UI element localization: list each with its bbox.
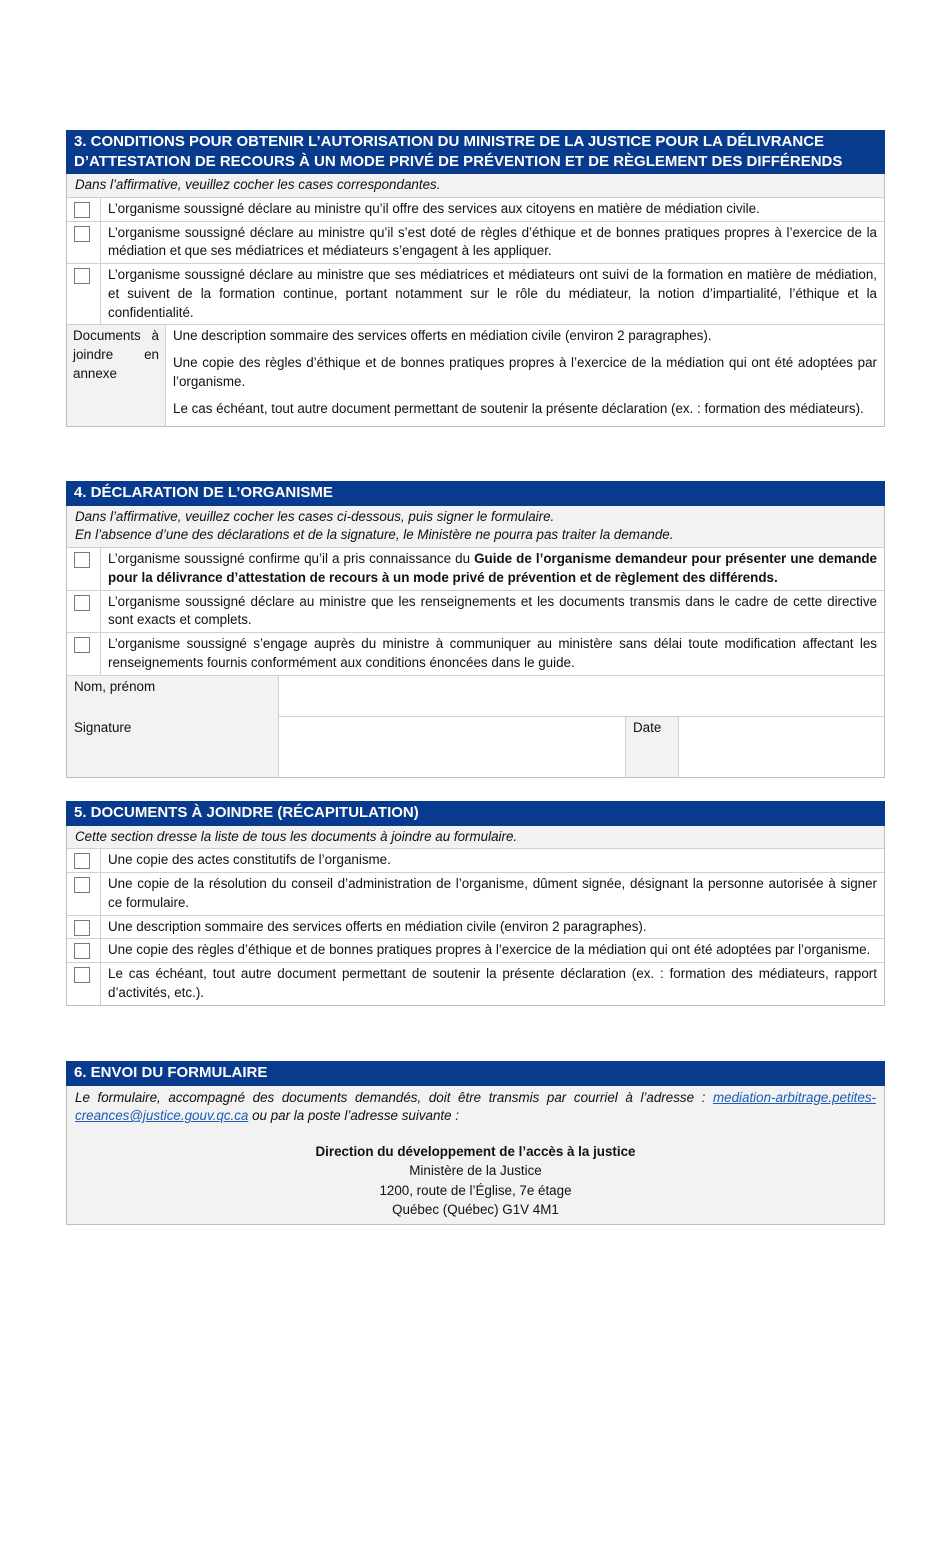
address-line: Ministère de la Justice <box>409 1163 542 1179</box>
envoi-body <box>67 1086 884 1224</box>
checkbox[interactable] <box>74 202 90 218</box>
section-4-title: 4. DÉCLARATION DE L’ORGANISME <box>66 481 885 506</box>
envoi-text-after: ou par la poste l’adresse suivante : <box>248 1108 460 1124</box>
section-5 <box>66 801 885 1006</box>
declaration-text-prefix: L’organisme soussigné confirme qu’il a pris connaissance du <box>108 551 475 567</box>
date-field[interactable] <box>679 717 884 777</box>
section-4 <box>66 481 885 778</box>
annex-list <box>166 325 884 426</box>
section-4-intro-line: Dans l’affirmative, veuillez cocher les cases ci-dessous, puis signer le formulaire. <box>75 508 555 524</box>
document-row <box>67 963 884 1005</box>
name-label: Nom, prénom <box>67 676 279 717</box>
declaration-row <box>67 222 884 265</box>
document-text: Une description sommaire des services offerts en médiation civile (environ 2 paragraphes). <box>108 918 647 934</box>
declaration-text: L’organisme soussigné déclare au ministre que ses médiatrices et médiateurs ont suivi de la formation en matière de médiation, et suivent de la formation continue, portant notamment sur le rôle du médiateur, la notion d’impartialité, l’éthique et la confidentialité. <box>108 267 877 320</box>
document-text: Le cas échéant, tout autre document permettant de soutenir la présente déclaration (ex. : formation des médiateurs, rapport d’activités, etc.). <box>108 966 877 1000</box>
checkbox[interactable] <box>74 920 90 936</box>
annex-item: Une copie des règles d’éthique et de bonnes pratiques propres à l’exercice de la médiation qui ont été adoptées par l’organisme. <box>173 355 877 389</box>
declaration-text: L’organisme soussigné déclare au ministre qu’il offre des services aux citoyens en matière de médiation civile. <box>108 200 760 216</box>
declaration-row <box>67 591 884 634</box>
document-text: Une copie de la résolution du conseil d’administration de l’organisme, dûment signée, désignant la personne autorisée à signer ce formulaire. <box>108 876 877 910</box>
document-row <box>67 939 884 963</box>
section-6 <box>66 1061 885 1225</box>
declaration-text: L’organisme soussigné s’engage auprès du ministre à communiquer au ministère sans délai toute modification affectant les renseignements fournis conformément aux conditions énoncées dans le guide. <box>108 636 877 670</box>
email-link[interactable]: mediation-arbitrage.petites-creances@justice.gouv.qc.ca <box>75 1089 876 1124</box>
section-3-title: 3. CONDITIONS POUR OBTENIR L’AUTORISATION DU MINISTRE DE LA JUSTICE POUR LA DÉLIVRANCE D’ATTESTATION DE RECOURS À UN MODE PRIVÉ DE PRÉVENTION ET DE RÈGLEMENT DES DIFFÉRENDS <box>66 130 885 174</box>
section-4-intro <box>67 506 884 549</box>
signature-field[interactable] <box>279 717 626 777</box>
declaration-text <box>101 548 884 590</box>
checkbox[interactable] <box>74 877 90 893</box>
section-3 <box>66 130 885 427</box>
address-line: 1200, route de l’Église, 7e étage <box>379 1182 572 1198</box>
declaration-row <box>67 198 884 222</box>
annex-item: Une description sommaire des services offerts en médiation civile (environ 2 paragraphes). <box>173 328 712 344</box>
checkbox[interactable] <box>74 943 90 959</box>
mailing-address <box>75 1142 876 1220</box>
section-4-intro-line: En l’absence d’une des déclarations et de la signature, le Ministère ne pourra pas traiter la demande. <box>75 527 674 543</box>
date-label: Date <box>626 717 679 777</box>
document-row <box>67 916 884 940</box>
signature-block <box>67 676 884 777</box>
document-row <box>67 873 884 916</box>
name-field[interactable] <box>279 676 884 717</box>
guide-title: Guide de l’organisme demandeur pour présenter une demande pour la délivrance d’attestation de recours à un mode privé de prévention et de règlement des différends. <box>108 551 877 585</box>
signature-label: Signature <box>67 717 279 777</box>
declaration-text: L’organisme soussigné déclare au ministre que les renseignements et les documents transmis dans le cadre de cette directive sont exacts et complets. <box>108 593 877 628</box>
checkbox[interactable] <box>74 226 90 242</box>
annex-label: Documents à joindre en annexe <box>67 325 166 426</box>
checkbox[interactable] <box>74 268 90 284</box>
checkbox[interactable] <box>74 967 90 983</box>
checkbox[interactable] <box>74 595 90 611</box>
checkbox[interactable] <box>74 637 90 653</box>
document-row <box>67 849 884 873</box>
checkbox[interactable] <box>74 552 90 568</box>
declaration-row <box>67 548 884 591</box>
envoi-instructions <box>75 1089 876 1127</box>
annex-item: Le cas échéant, tout autre document permettant de soutenir la présente déclaration (ex. : formation des médiateurs). <box>173 400 864 416</box>
section-5-intro: Cette section dresse la liste de tous les documents à joindre au formulaire. <box>67 826 884 850</box>
annex-row <box>67 325 884 426</box>
declaration-row <box>67 633 884 676</box>
declaration-text: L’organisme soussigné déclare au ministre qu’il s’est doté de règles d’éthique et de bonnes pratiques propres à l’exercice de la médiation et que ses médiatrices et médiateurs s’engagent à les appliquer. <box>108 224 877 259</box>
document-text: Une copie des actes constitutifs de l’organisme. <box>108 852 391 868</box>
address-line: Québec (Québec) G1V 4M1 <box>392 1202 559 1218</box>
section-6-title: 6. ENVOI DU FORMULAIRE <box>66 1061 885 1086</box>
document-text: Une copie des règles d’éthique et de bonnes pratiques propres à l’exercice de la médiation qui ont été adoptées par l’organisme. <box>108 942 871 958</box>
checkbox[interactable] <box>74 853 90 869</box>
section-3-intro: Dans l’affirmative, veuillez cocher les cases correspondantes. <box>67 174 884 198</box>
section-5-title: 5. DOCUMENTS À JOINDRE (RÉCAPITULATION) <box>66 801 885 826</box>
envoi-text-before: Le formulaire, accompagné des documents demandés, doit être transmis par courriel à l’adresse : <box>75 1089 713 1105</box>
declaration-row <box>67 264 884 325</box>
address-recipient: Direction du développement de l’accès à la justice <box>315 1144 636 1160</box>
